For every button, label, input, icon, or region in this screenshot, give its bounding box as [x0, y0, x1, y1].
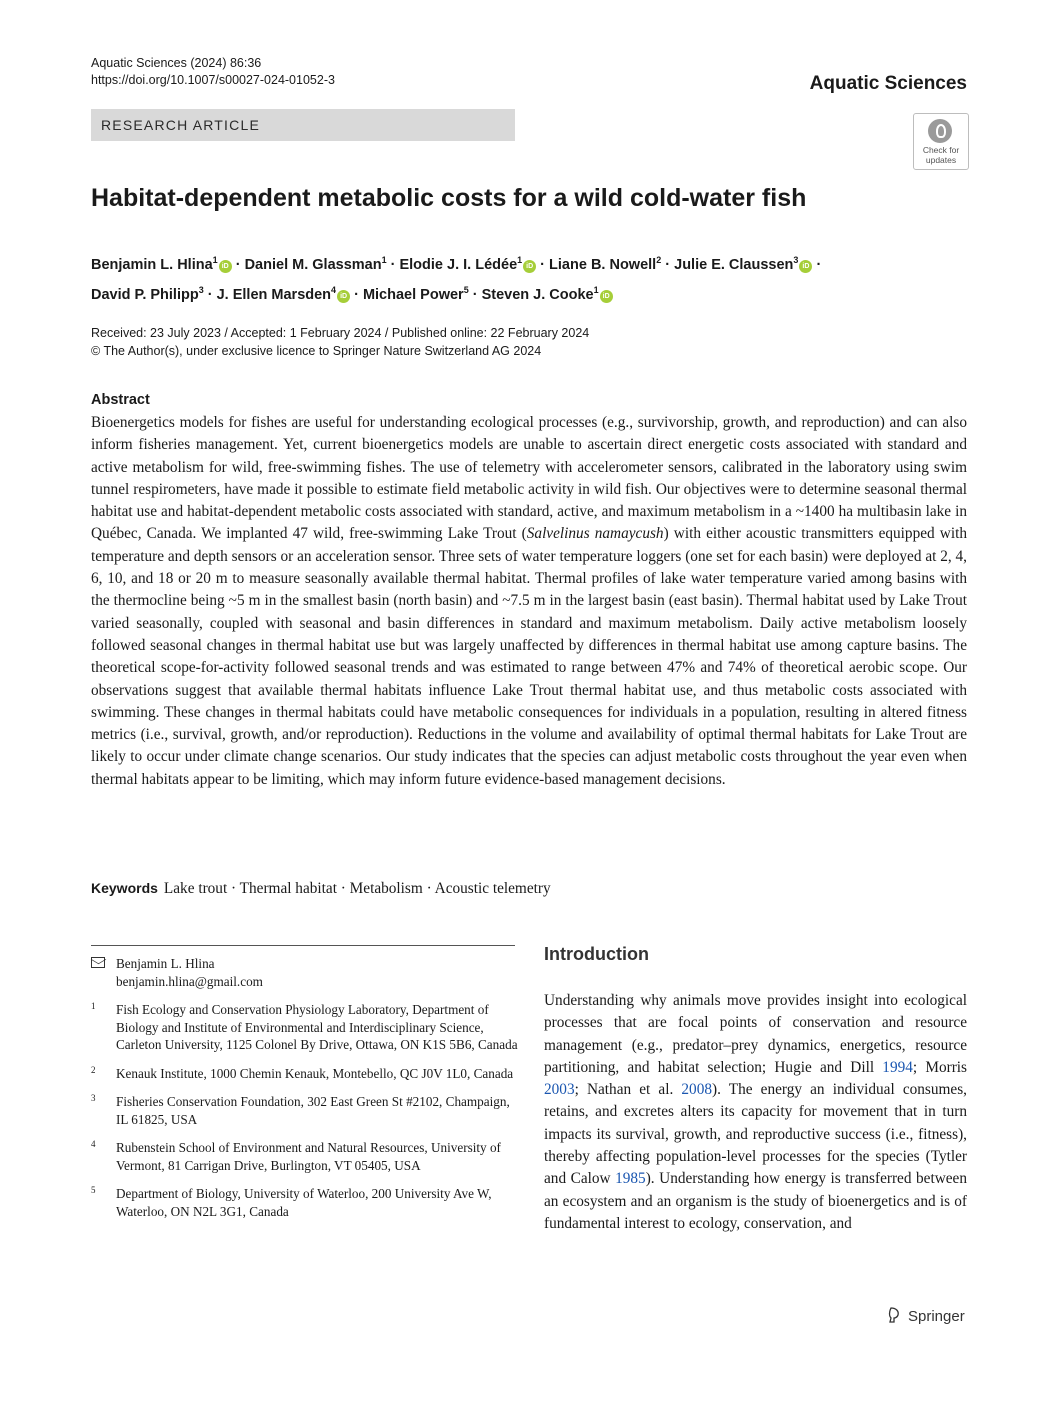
copyright-line: © The Author(s), under exclusive licence to Springer Nature Switzerland AG 2024	[91, 344, 542, 358]
corresponding-author	[91, 955, 521, 990]
author-line-1: Benjamin L. Hlina$^1$iD · Daniel M. Glassman$^1$ · Elodie J. I. Lédée$^1$iD · Liane B. Nowell$^2$ · Julie E. Claussen$^3$iD ·	[91, 255, 822, 273]
corresponding-email[interactable]: benjamin.hlina@gmail.com	[116, 973, 263, 989]
affiliation-item: 5 Department of Biology, University of Waterloo, 200 University Ave W, Waterloo, ON N2L 3G1, Canada	[91, 1185, 492, 1219]
affiliation-item: 3 Fisheries Conservation Foundation, 302 East Green St #2102, Champaign, IL 61825, USA	[91, 1093, 510, 1127]
check-for-updates-badge[interactable]	[913, 113, 969, 170]
author[interactable]: Julie E. Claussen$^3$	[674, 255, 799, 273]
springer-horse-icon	[888, 1307, 900, 1323]
doi-link[interactable]: https://doi.org/10.1007/s00027-024-01052-3	[91, 73, 335, 87]
journal-info	[91, 55, 335, 89]
affiliation-item: 2 Kenauk Institute, 1000 Chemin Kenauk, Montebello, QC J0V 1L0, Canada	[91, 1064, 514, 1081]
bookmark-refresh-icon	[928, 119, 952, 143]
introduction-heading: Introduction	[544, 944, 649, 964]
citation-link[interactable]: 1994	[882, 1058, 913, 1076]
citation: Aquatic Sciences (2024) 86:36	[91, 56, 262, 70]
keywords-list: Lake trout · Thermal habitat · Metabolism · Acoustic telemetry	[163, 880, 551, 897]
author[interactable]: Benjamin L. Hlina$^1$	[91, 255, 218, 273]
affiliations	[91, 955, 521, 1231]
corresponding-name: Benjamin L. Hlina	[116, 956, 215, 971]
article-title: Habitat-dependent metabolic costs for a wild cold-water fish	[91, 184, 807, 212]
author-list	[91, 248, 971, 308]
abstract-text: Bioenergetics models for fishes are useful for understanding ecological processes (e.g., survivorship, growth, and reproduction) and can also inform fisheries management. Yet, current bioenergetics models are unable to ascertain direct energetic costs associated with standard and active metabolism for wild, free-swimming fishes. The use of telemetry with accelerometer sensors, calibrated in the laboratory using swim tunnel respirometers, have made it possible to estimate field metabolic activity in wild fish. Our objectives were to determine seasonal thermal habitat use and habitat-dependent metabolic costs associated with standard, active, and maximum metabolism in a ~1400 ha multibasin lake in Québec, Canada. We implanted 47 wild, free-swimming Lake Trout (Salvelinus namaycush) with either acoustic transmitters equipped with temperature and depth sensors or an acceleration sensor. Three sets of water temperature loggers (one set for each basin) were deployed at 2, 4, 6, 10, and 18 or 20 m to measure seasonally available thermal habitat. Thermal profiles of lake water temperature varied among basins with the thermocline being ~5 m in the smallest basin (north basin) and ~7.5 m in the largest basin (east basin). Thermal habitat used by Lake Trout varied seasonally, coupled with seasonal and basin differences in standard and maximum metabolism. Daily active metabolism loosely followed seasonal changes in thermal habitat use but was largely unaffected by differences in thermal habitat use among capture basins. The theoretical scope-for-activity followed seasonal trends and was estimated to range between 47% and 74% of theoretical aerobic scope. Our observations suggest that available thermal habitats influence Lake Trout thermal habitat use, and thus metabolic costs associated with swimming. These changes in thermal habitats could have metabolic consequences for individuals in a population, resulting in altered fitness metrics (i.e., survival, growth, and/or reproduction). Reductions in the volume and availability of optimal thermal habitats for Lake Trout are likely to occur under climate change scenarios. Our study indicates that the species can adjust metabolic costs throughout the year even when thermal habitats appear to be limiting, which may inform future evidence-based management decisions.	[91, 414, 967, 788]
author[interactable]: J. Ellen Marsden$^4$	[216, 284, 337, 303]
received-accepted-published: Received: 23 July 2023 / Accepted: 1 February 2024 / Published online: 22 February 2024	[91, 326, 590, 340]
author[interactable]: Steven J. Cooke$^1$	[481, 284, 599, 303]
publication-dates	[91, 324, 589, 360]
abstract-heading: Abstract	[91, 392, 150, 408]
author[interactable]: Elodie J. I. Lédée$^1$	[399, 255, 523, 273]
journal-name: Aquatic Sciences	[809, 73, 967, 94]
author[interactable]: Liane B. Nowell$^2$	[549, 255, 662, 273]
footnote-divider	[91, 945, 515, 946]
orcid-icon[interactable]: iD	[523, 260, 536, 273]
article-type: RESEARCH ARTICLE	[101, 117, 260, 133]
orcid-icon[interactable]: iD	[337, 290, 350, 303]
envelope-icon	[91, 957, 105, 968]
check-updates-label: Check for updates	[922, 145, 960, 165]
citation-link[interactable]: 1985	[615, 1170, 646, 1188]
publisher-name: Springer	[908, 1308, 965, 1325]
keywords	[91, 880, 551, 898]
affiliation-item: 1 Fish Ecology and Conservation Physiology Laboratory, Department of Biology and Institute of Environmental and Interdisciplinary Science, Carleton University, 1125 Colonel By Drive, Ottawa, ON K1S 5B6, Canada	[91, 1001, 518, 1052]
orcid-icon[interactable]: iD	[600, 290, 613, 303]
affiliation-item: 4 Rubenstein School of Environment and Natural Resources, University of Vermont, 81 Carrigan Drive, Burlington, VT 05405, USA	[91, 1139, 501, 1173]
citation-link[interactable]: 2008	[681, 1081, 712, 1099]
species-name: Salvelinus namaycush	[526, 525, 664, 543]
author-line-2: David P. Philipp$^3$ · J. Ellen Marsden$^4$iD · Michael Power$^5$ · Steven J. Cooke$^1$iD	[91, 278, 971, 308]
author[interactable]: Michael Power$^5$	[362, 284, 469, 303]
author[interactable]: Daniel M. Glassman$^1$	[244, 255, 387, 273]
author[interactable]: David P. Philipp$^3$	[91, 284, 204, 303]
publisher-logo	[888, 1307, 965, 1325]
orcid-icon[interactable]: iD	[219, 260, 232, 273]
keywords-label: Keywords	[91, 880, 158, 896]
citation-link[interactable]: 2003	[544, 1081, 575, 1099]
orcid-icon[interactable]: iD	[799, 260, 812, 273]
introduction-text: Understanding why animals move provides insight into ecological processes that are focal points of conservation and resource management (e.g., predator–prey dynamics, energetics, resource partitioning, and habitat selection; Hugie and Dill 1994; Morris 2003; Nathan et al. 2008). The energy an individual consumes, retains, and excretes alters its capacity for movement that in turn impacts its survival, growth, and reproductive success (i.e., fitness), thereby affecting population-level processes for the species (Tytler and Calow 1985). Understanding how energy is transferred between an ecosystem and an organism is the study of bioenergetics and is of fundamental interest to ecology, conservation, and	[544, 992, 967, 1232]
